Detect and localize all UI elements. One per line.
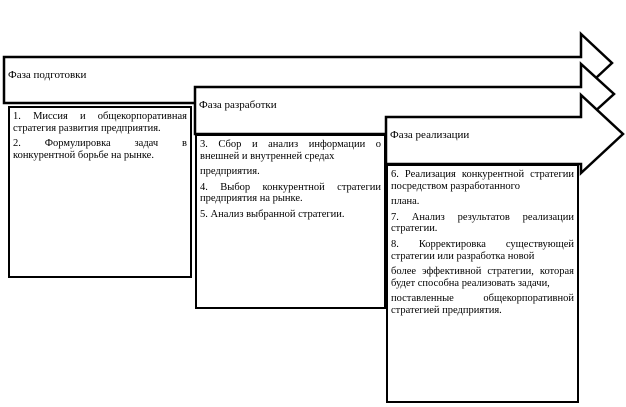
step-8-end: поставленные общекорпоративной стратегией предприятия. xyxy=(391,293,574,316)
step-1: 1. Миссия и общекорпоративная стратегия развития предприятия. xyxy=(13,111,187,134)
step-5: 5. Анализ выбранной стратегии. xyxy=(200,208,345,220)
step-6: 6. Реализация конкурентной стратегии посредством разработанного xyxy=(391,169,574,192)
step-8-continued: более эффективной стратегии, которая будет способна реализовать задачи, xyxy=(391,266,574,289)
step-4: 4. Выбор конкурентной стратегии предприятия на рынке. xyxy=(200,181,381,205)
step-7: 7. Анализ результатов реализации стратегии. xyxy=(391,211,574,235)
step-3: 3. Сбор и анализ информации о внешней и внутренней средах xyxy=(200,139,381,162)
step-3-continued: предприятия. xyxy=(200,166,260,178)
preparation-steps-box xyxy=(8,106,192,278)
preparation-phase-label: Фаза подготовки xyxy=(8,69,87,81)
step-2: 2. Формулировка задач в конкурентной борьбе на рынке. xyxy=(13,138,187,161)
development-phase-label: Фаза разработки xyxy=(199,99,277,111)
implementation-steps-box xyxy=(386,164,579,403)
step-8: 8. Корректировка существующей стратегии или разработка новой xyxy=(391,238,574,262)
step-6-continued: плана. xyxy=(391,196,420,208)
implementation-phase-label: Фаза реализации xyxy=(390,129,470,141)
development-steps-box xyxy=(195,134,386,309)
